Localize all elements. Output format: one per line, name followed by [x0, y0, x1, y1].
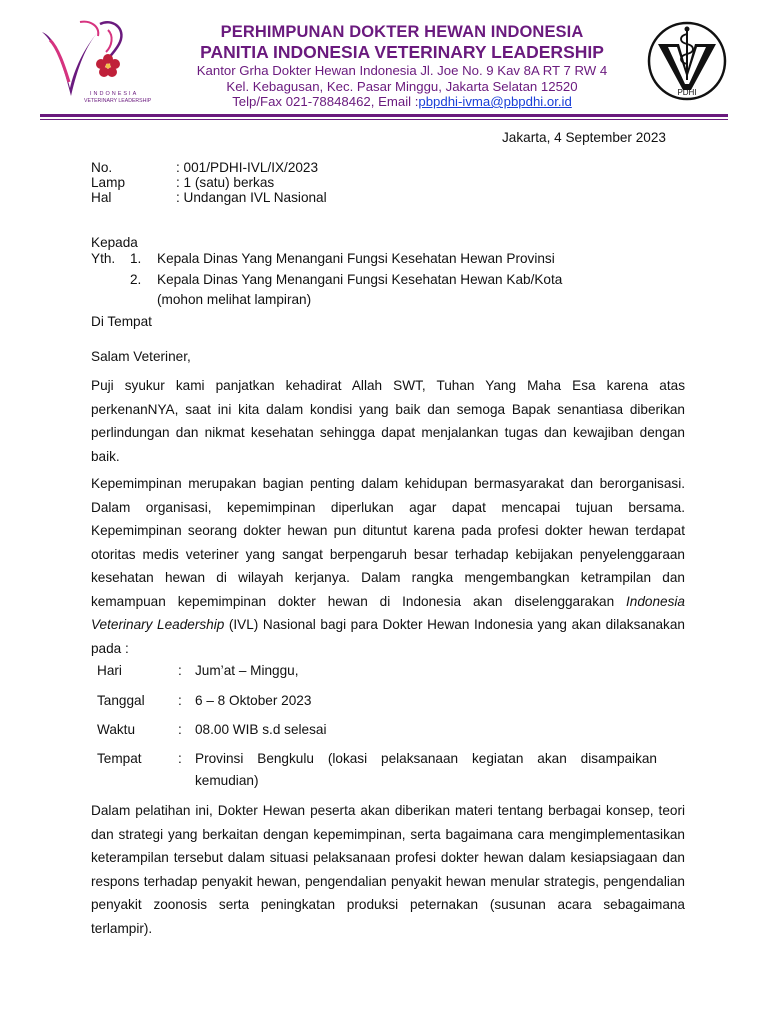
schedule-colon-day: :: [178, 663, 182, 678]
program-name-italic: Indonesia Veterinary Leadership: [91, 593, 685, 632]
paragraph-leadership-part-1: Kepemimpinan merupakan bagian penting dalam kehidupan bermasyarakat dan berorganisasi. Dalam organisasi, kepemimpinan diperlukan agar dapat mencapai tujuan bersama. Kepemimpinan seorang dokter hewan pun dituntut karena pada profesi dokter hewan terdapat otoritas medis veteriner yang sangat berpengaruh besar terhadap kebijakan penyelenggaraan kesehatan hewan di wilayah kerjanya. Dalam rangka mengembangkan ketrampilan dan kemampuan kepemimpinan dokter hewan di Indonesia akan diselenggarakan: [91, 476, 685, 609]
pdhi-logo: [646, 20, 728, 102]
ivl-logo-text-1: INDONESIA: [90, 91, 139, 97]
schedule-colon-place: :: [178, 751, 182, 766]
meta-value-number: : 001/PDHI-IVL/IX/2023: [176, 160, 319, 175]
schedule-value-date: 6 – 8 Oktober 2023: [195, 693, 312, 708]
recipient-place: Di Tempat: [91, 314, 152, 329]
meta-label-subject: Hal: [91, 190, 112, 205]
schedule-colon-date: :: [178, 693, 182, 708]
header-rule-thick: [40, 114, 728, 117]
meta-label-attachment: Lamp: [91, 175, 126, 190]
recipient-num-1: 1.: [130, 251, 142, 266]
schedule-colon-time: :: [178, 722, 182, 737]
address-line-1: Kantor Grha Dokter Hewan Indonesia Jl. Joe No. 9 Kav 8A RT 7 RW 4: [196, 63, 608, 78]
paragraph-leadership-part-2: (IVL) Nasional bagi para Dokter Hewan Indonesia yang akan dilaksanakan pada :: [91, 617, 685, 656]
contact-line: [160, 94, 644, 110]
ivl-logo-text-2: VETERINARY LEADERSHIP: [84, 98, 152, 104]
pdhi-logo-text: PDHI: [677, 88, 697, 97]
recipient-text-2: Kepala Dinas Yang Menangani Fungsi Kesehatan Hewan Kab/Kota: [157, 272, 563, 287]
recipient-yth: Yth.: [91, 251, 116, 266]
schedule-value-day: Jum’at – Minggu,: [195, 663, 299, 678]
recipient-text-1: Kepala Dinas Yang Menangani Fungsi Kesehatan Hewan Provinsi: [157, 251, 555, 266]
address-line-2: Kel. Kebagusan, Kec. Pasar Minggu, Jakarta Selatan 12520: [226, 78, 578, 94]
schedule-value-time: 08.00 WIB s.d selesai: [195, 722, 327, 737]
panel-name: PANITIA INDONESIA VETERINARY LEADERSHIP: [200, 42, 604, 62]
schedule-label-time: Waktu: [97, 722, 136, 737]
ivl-logo-icon: [40, 18, 158, 108]
meta-label-number: No.: [91, 160, 113, 175]
paragraph-training: Dalam pelatihan ini, Dokter Hewan peserta akan diberikan materi tentang berbagai konsep, teori dan strategi yang berkaitan dengan kepemimpinan, serta bagaimana cara mengimplementasikan keterampilan tersebut dalam situasi pelaksanaan profesi dokter hewan dalam kesiapsiagaan dan respons terhadap penyakit hewan, pengendalian penyakit hewan menular strategis, pengendalian penyakit zoonosis serta peningkatan produksi peternakan (susunan acara sebagaimana terlampir).: [91, 803, 685, 936]
meta-value-attachment: : 1 (satu) berkas: [176, 175, 275, 190]
paragraph-opening: Puji syukur kami panjatkan kehadirat Allah SWT, Tuhan Yang Maha Esa karena atas perkenanNYA, saat ini kita dalam kondisi yang baik dan semoga Bapak senantiasa diberikan perlindungan dan nikmat kesehatan sehingga dapat menjalankan tugas dan kewajiban dengan baik.: [91, 378, 685, 464]
pdhi-logo-icon: [646, 20, 728, 102]
schedule-label-day: Hari: [97, 663, 122, 678]
paragraph-leadership: [91, 472, 685, 660]
contact-prefix: Telp/Fax 021-78848462, Email :: [232, 94, 419, 109]
recipient-note: (mohon melihat lampiran): [157, 292, 312, 307]
greeting: Salam Veteriner,: [91, 349, 191, 364]
letterhead: [160, 22, 644, 110]
ivl-logo: [40, 18, 158, 108]
header-rule-thin: [40, 119, 728, 120]
recipient-intro: Kepada: [91, 235, 138, 250]
recipient-num-2: 2.: [130, 272, 142, 287]
email-link[interactable]: pbpdhi-ivma@pbpdhi.or.id: [418, 94, 572, 109]
schedule-value-place: Provinsi Bengkulu (lokasi pelaksanaan kegiatan akan disampaikan kemudian): [195, 751, 657, 788]
letter-date: Jakarta, 4 September 2023: [502, 130, 666, 145]
schedule-label-place: Tempat: [97, 751, 142, 766]
org-name: PERHIMPUNAN DOKTER HEWAN INDONESIA: [220, 23, 584, 41]
meta-value-subject: : Undangan IVL Nasional: [176, 190, 327, 205]
schedule-label-date: Tanggal: [97, 693, 145, 708]
